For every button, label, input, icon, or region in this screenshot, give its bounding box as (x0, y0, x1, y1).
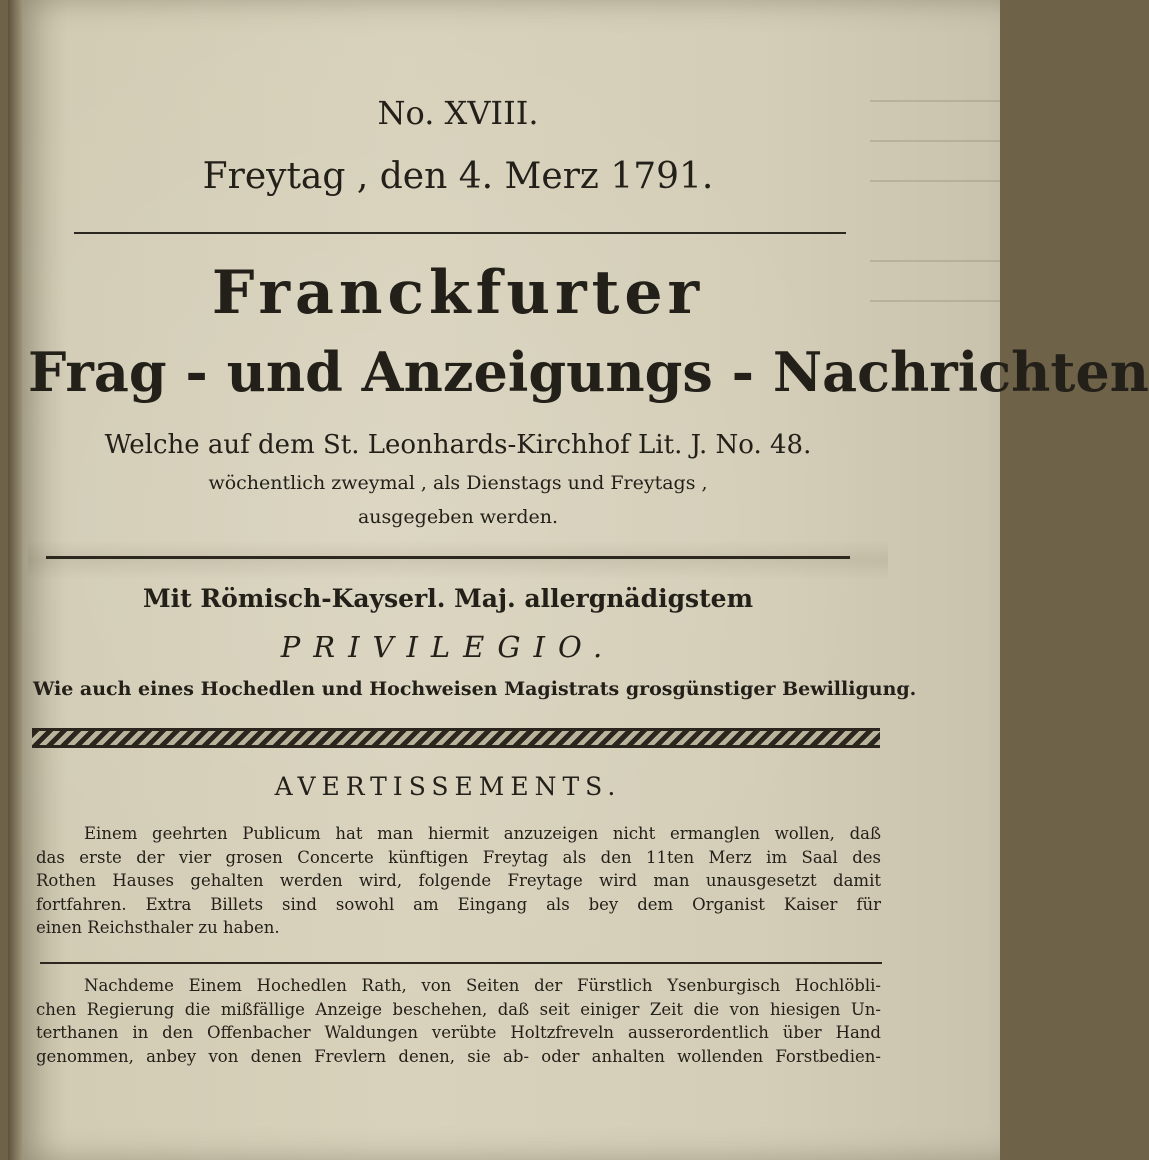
newspaper-page (8, 0, 1149, 1160)
privilege-line: Mit Römisch-Kayserl. Maj. allergnädigstem (142, 584, 754, 613)
publication-schedule: wöchentlich zweymal , als Dienstags und Freytags , (208, 472, 708, 494)
article-forest-notice (36, 974, 881, 1068)
privilege-word: PRIVILEGIO. (280, 630, 616, 664)
newspaper-title: Franckfurter (211, 258, 705, 328)
article-line: Einem geehrten Publicum hat man hiermit anzuzeigen nicht ermanglen wollen, daß (84, 824, 881, 843)
article-line: das erste der vier grosen Concerte künftigen Freytag als den 11ten Merz im Saal des (36, 847, 881, 867)
article-line: fortfahren. Extra Billets sind sowohl am Eingang als bey dem Organist Kaiser für (36, 894, 881, 914)
article-concert-notice (36, 822, 881, 940)
issue-number: No. XVIII. (377, 94, 539, 132)
article-line: Nachdeme Einem Hochedlen Rath, von Seiten der Fürstlich Ysenburgisch Hochlöbli- (84, 976, 881, 995)
article-line: genommen, anbey von denen Frevlern denen, sie ab- oder anhalten wollenden Forstbedien- (36, 1046, 881, 1066)
ornamental-border (32, 728, 880, 748)
publication-note: ausgegeben werden. (357, 506, 559, 528)
divider-rule (74, 232, 846, 234)
divider-rule (46, 556, 850, 559)
divider-rule (40, 962, 882, 964)
magistrate-approval: Wie auch eines Hochedlen und Hochweisen Magistrats grosgünstiger Bewilligung. (33, 678, 917, 700)
article-line: Rothen Hauses gehalten werden wird, folgende Freytage wird man unausgesetzt damit (36, 871, 881, 890)
paper-fold-shadow (28, 540, 888, 580)
issue-date: Freytag , den 4. Merz 1791. (202, 156, 714, 197)
article-line: terthanen in den Offenbacher Waldungen verübte Holtzfreveln ausserordentlich über Hand (36, 1023, 881, 1042)
article-line: einen Reichsthaler zu haben. (36, 918, 280, 937)
section-heading: AVERTISSEMENTS. (274, 772, 622, 801)
bleed-through-mark (870, 140, 1000, 142)
newspaper-subtitle-title: Frag - und Anzeigungs - Nachrichten (28, 340, 1149, 404)
article-line: chen Regierung die mißfällige Anzeige beschehen, daß seit einiger Zeit die von hiesigen Un- (36, 999, 881, 1019)
publisher-address: Welche auf dem St. Leonhards-Kirchhof Lit. J. No. 48. (104, 430, 812, 460)
